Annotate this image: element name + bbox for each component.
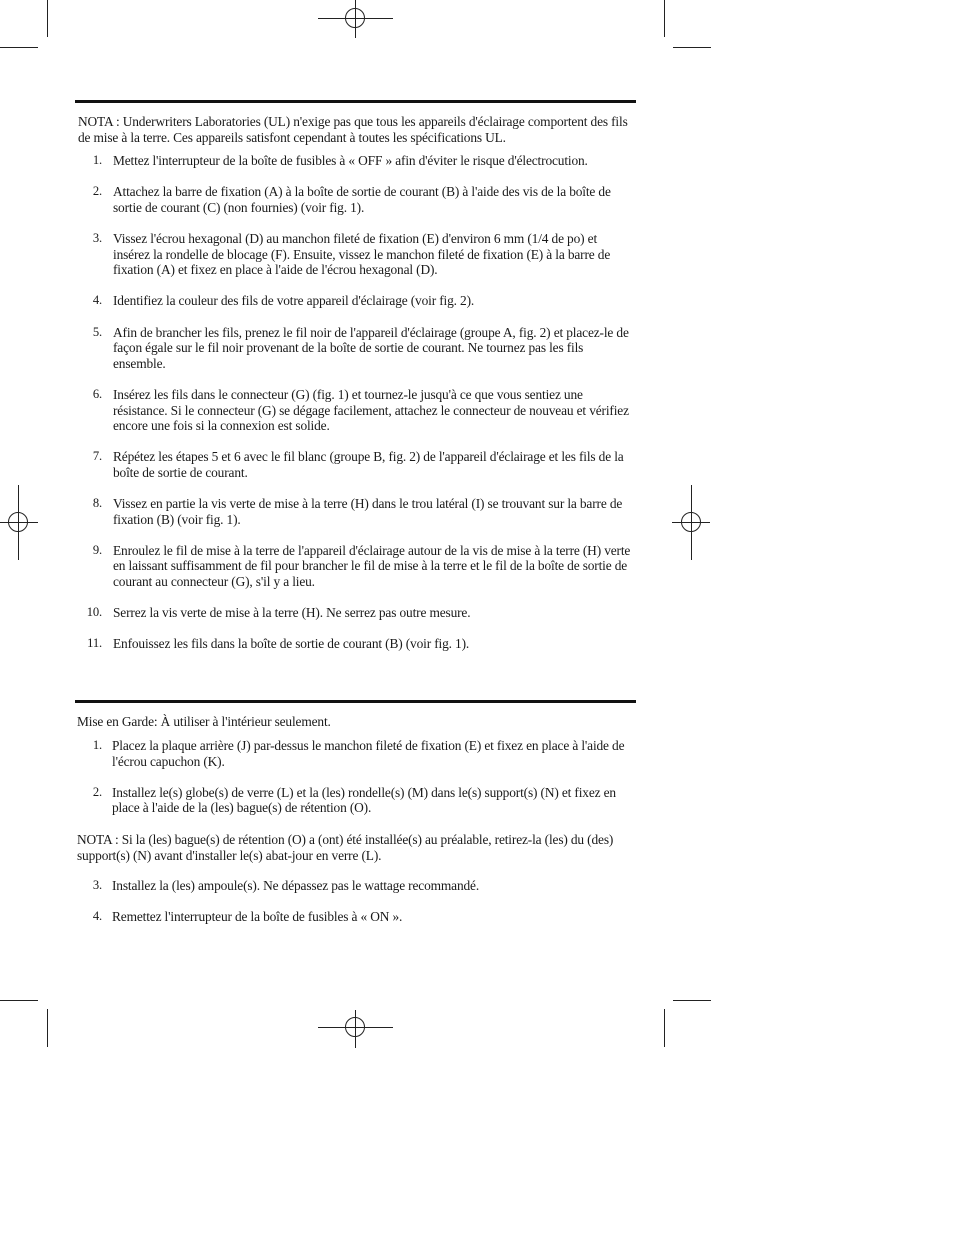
grounding-note: NOTA : Underwriters Laboratories (UL) n'exige pas que tous les appareils d'éclairage comportent des fils de mise à la terre. Ces appareils satisfont cependant à toutes les spécifications UL. — [78, 114, 628, 145]
step-item: 4. Remettez l'interrupteur de la boîte de fusibles à « ON ». — [92, 909, 403, 925]
step-item: 7. Répétez les étapes 5 et 6 avec le fil blanc (groupe B, fig. 2) de l'appareil d'éclairage et les fils de la boîte de sortie de courant. — [92, 449, 624, 480]
step-item: 3. Installez la (les) ampoule(s). Ne dépassez pas le wattage recommandé. — [92, 878, 480, 893]
caution-text: Mise en Garde: À utiliser à l'intérieur seulement. — [77, 714, 331, 729]
step-item: 1. Placez la plaque arrière (J) par-dessus le manchon fileté de fixation (E) et fixez en place à l'aide de l'écrou capuchon (K). — [92, 738, 625, 769]
section-divider-top — [75, 100, 636, 103]
step-item: 11. Enfouissez les fils dans la boîte de sortie de courant (B) (voir fig. 1). — [87, 636, 470, 652]
step-item: 9. Enroulez le fil de mise à la terre de l'appareil d'éclairage autour de la vis de mise à la terre (H) verte en laissant suffisamment de fil pour brancher le fil de mise à la terre et le fil de la boîte de sortie de courant au connecteur (G), s'il y a lieu. — [92, 542, 631, 590]
step-item: 2. Installez le(s) globe(s) de verre (L) et la (les) rondelle(s) (M) dans le(s) support(s) (N) et fixez en place à l'aide de la (les) bague(s) de rétention (O). — [92, 784, 616, 816]
step-item: 3. Vissez l'écrou hexagonal (D) au manchon fileté de fixation (E) d'environ 6 mm (1/4 de po) et insérez la rondelle de blocage (F). Ensuite, vissez le manchon fileté de fixation (E) à la barre de fixation (A) et fixez en place à l'aide de l'écrou hexagonal (D). — [92, 230, 611, 278]
section1-note — [78, 114, 636, 145]
step-item: 6. Insérez les fils dans le connecteur (G) (fig. 1) et tournez-le jusqu'à ce que vous sentiez une résistance. Si le connecteur (G) se dégage facilement, attachez le connecteur de nouveau et vérifiez encore une fois si la connexion est solide. — [92, 386, 629, 434]
assembly-steps-b — [78, 878, 636, 940]
step-item: 4. Identifiez la couleur des fils de votre appareil d'éclairage (voir fig. 2). — [92, 293, 475, 309]
installation-steps — [78, 153, 636, 668]
assembly-steps-a — [78, 738, 636, 832]
step-item: 2. Attachez la barre de fixation (A) à la boîte de sortie de courant (B) à l'aide des vis de la boîte de sortie de courant (C) (non fournies) (voir fig. 1). — [92, 184, 611, 215]
step-item: 5. Afin de brancher les fils, prenez le fil noir de l'appareil d'éclairage (groupe A, fig. 2) et placez-le de façon égale sur le fil noir provenant de la boîte de sortie de courant. Ne tournez pas les fils ensemble. — [92, 324, 629, 371]
step-item: 1. Mettez l'interrupteur de la boîte de fusibles à « OFF » afin d'éviter le risque d'électrocution. — [92, 153, 588, 168]
step-item: 10. Serrez la vis verte de mise à la terre (H). Ne serrez pas outre mesure. — [86, 605, 471, 621]
step-item: 8. Vissez en partie la vis verte de mise à la terre (H) dans le trou latéral (I) se trouvant sur la barre de fixation (B) (voir fig. 1). — [92, 496, 623, 527]
section-divider-middle — [75, 700, 636, 703]
retention-ring-note: NOTA : Si la (les) bague(s) de rétention (O) a (ont) été installée(s) au préalable, retirez-la (les) du (des) support(s) (N) avant d'installer le(s) abat-jour en verre (L). — [77, 832, 614, 863]
